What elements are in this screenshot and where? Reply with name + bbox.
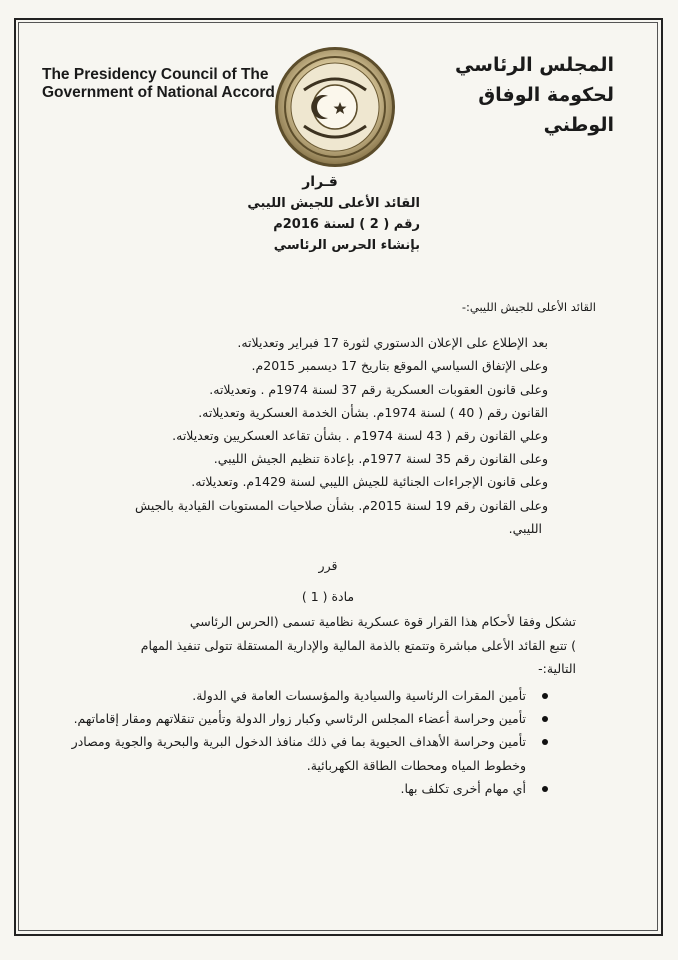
arabic-letterhead-line2: لحكومة الوفاق الوطني: [478, 84, 614, 136]
recital: وعلى الإتفاق السياسي الموقع بتاريخ 17 ديسمبر 2015م.: [251, 358, 548, 374]
task-text: تأمين وحراسة أعضاء المجلس الرئاسي وكبار زوار الدولة وتأمين تنقلاتهم ومقار إقاماتهم.: [73, 711, 526, 727]
task-item: [60, 730, 596, 776]
arabic-letterhead-line1: المجلس الرئاسي: [455, 54, 614, 76]
recital: بعد الإطلاع على الإعلان الدستوري لثورة 17 فبراير وتعديلاته.: [237, 335, 548, 351]
decision-number: رقم ( 2 ) لسنة 2016م: [273, 217, 420, 232]
article-clause-line: التالية:-: [538, 660, 576, 676]
decision-body: [60, 296, 596, 800]
article-clause-line: تشكل وفقا لأحكام هذا القرار قوة عسكرية نظامية تسمى (الحرس الرئاسي: [189, 614, 576, 630]
bullet-icon: [542, 693, 548, 699]
recital-continuation: الليبي.: [508, 520, 542, 536]
bullet-icon: [542, 716, 548, 722]
article-clause-line: ) تتبع القائد الأعلى مباشرة وتتمتع بالذمة المالية والإدارية المستقلة تتولى تنفيذ المهام: [140, 637, 576, 653]
task-text: تأمين المقرات الرئاسية والسيادية والمؤسسات العامة في الدولة.: [192, 688, 526, 704]
task-text: أي مهام أخرى تكلف بها.: [400, 780, 526, 796]
recital: وعلى القانون رقم 19 لسنة 2015م. بشأن صلاحيات المستويات القيادية بالجيش: [134, 497, 548, 513]
arabic-letterhead: [414, 50, 614, 140]
decision-subject: بإنشاء الحرس الرئاسي: [273, 238, 420, 253]
recital: وعلى قانون الإجراءات الجنائية للجيش الليبي لسنة 1429م. وتعديلاته.: [191, 474, 548, 490]
task-text: تأمين وحراسة الأهداف الحيوية بما في ذلك منافذ الدخول البرية والبحرية والجوية ومصادر وخطوط المياه ومحطات الطاقة الكهربائية.: [71, 734, 526, 773]
bullet-icon: [542, 739, 548, 745]
decided-heading: قرر: [318, 558, 338, 574]
recital: وعلي القانون رقم ( 43 لسنة 1974م . بشأن تقاعد العسكريين وتعديلاته.: [172, 428, 548, 444]
preamble: القائد الأعلى للجيش الليبي:-: [461, 300, 596, 314]
bullet-icon: [542, 786, 548, 792]
task-item: [60, 777, 596, 800]
article-heading: مادة ( 1 ): [301, 589, 355, 605]
decision-title: [220, 172, 420, 256]
task-item: [60, 707, 596, 730]
tasks-list: [60, 684, 596, 800]
english-letterhead: [42, 66, 292, 102]
task-item: [60, 684, 596, 707]
recital: القانون رقم ( 40 ) لسنة 1974م. بشأن الخدمة العسكرية وتعديلاته.: [198, 404, 548, 420]
recital: وعلى قانون العقوبات العسكرية رقم 37 لسنة 1974م . وتعديلاته.: [209, 381, 548, 397]
decision-word: قـرار: [302, 174, 338, 190]
english-letterhead-line1: The Presidency Council of The: [42, 66, 269, 83]
issuing-authority: القائد الأعلى للجيش الليبي: [247, 196, 420, 211]
english-letterhead-line2: Government of National Accord: [42, 84, 275, 101]
recital: وعلى القانون رقم 35 لسنة 1977م. بإعادة تنظيم الجيش الليبي.: [213, 451, 548, 467]
state-of-libya-seal-icon: [274, 46, 396, 168]
